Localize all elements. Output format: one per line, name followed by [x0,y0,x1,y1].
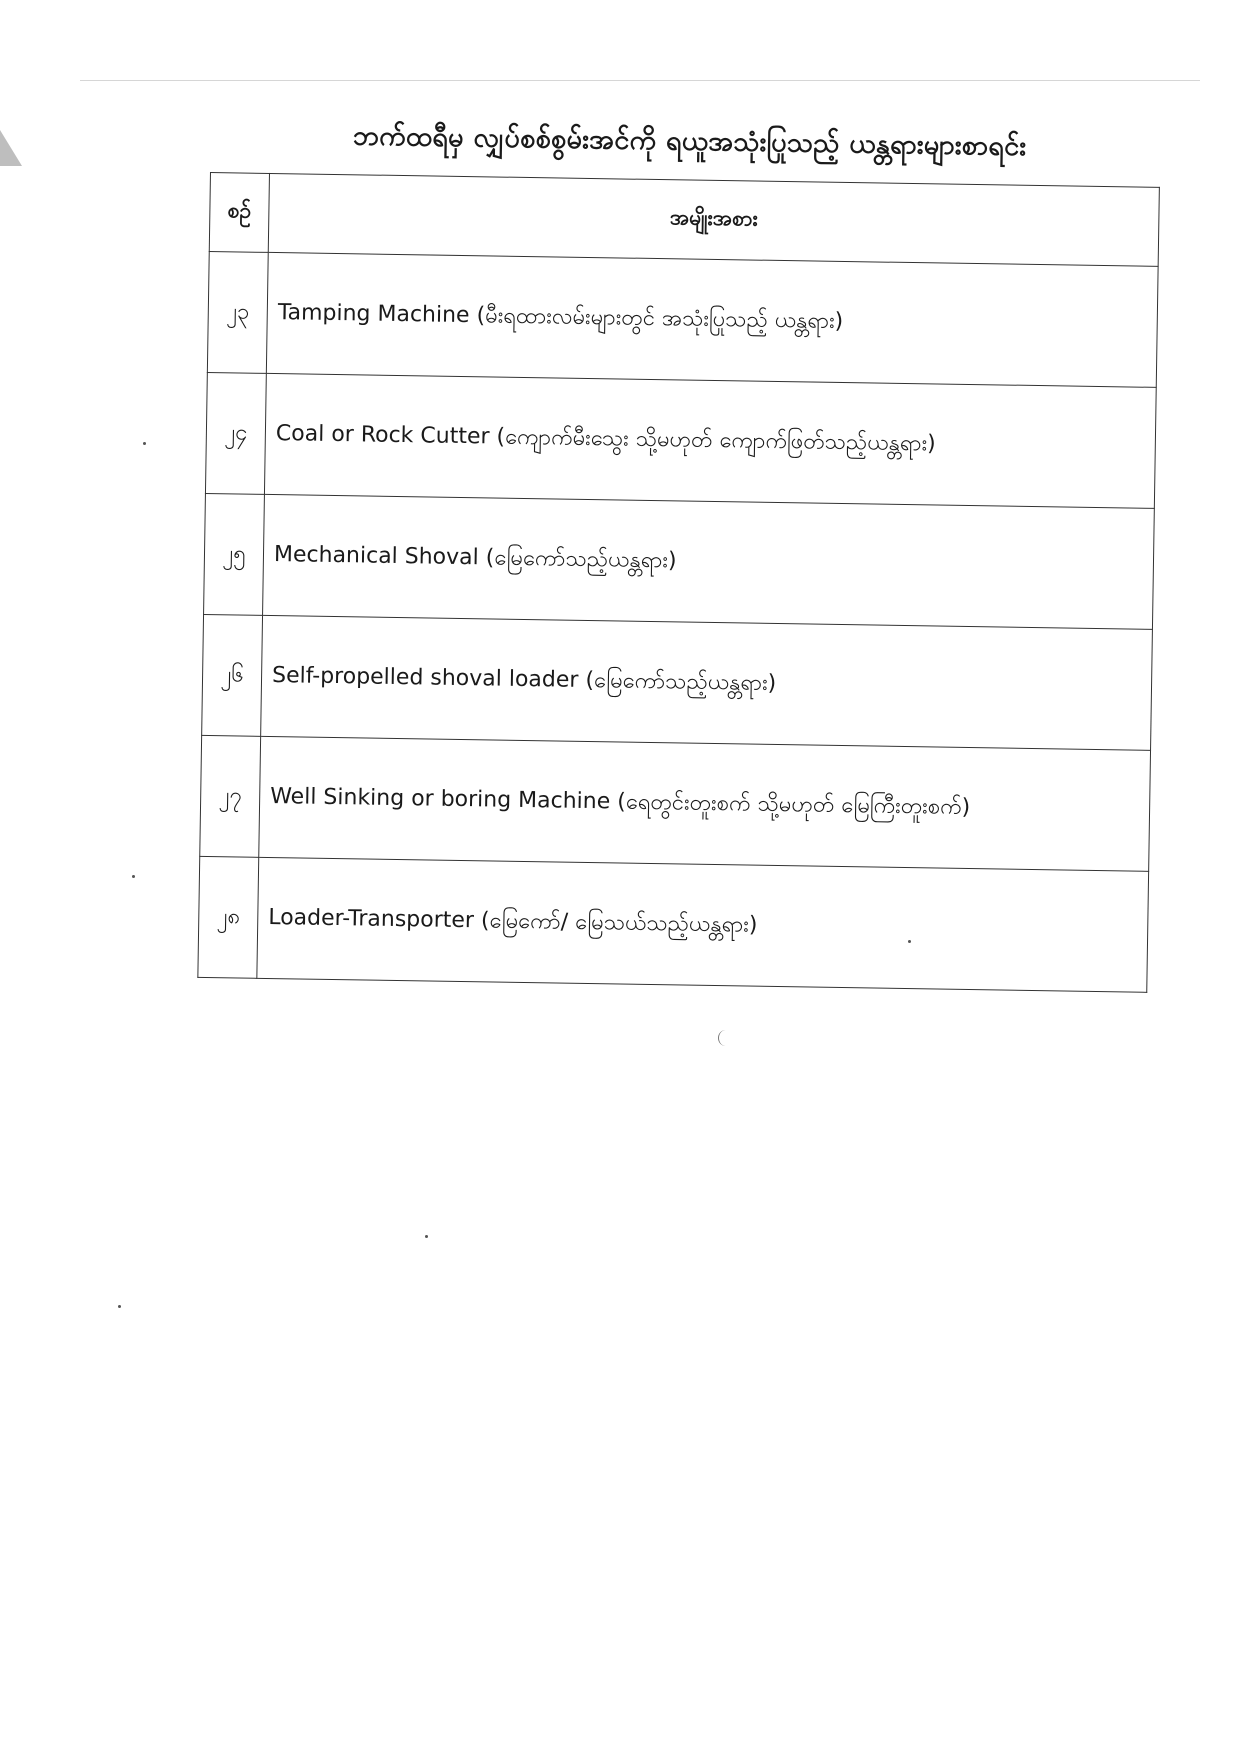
row-number: ၂၃ [207,251,268,373]
table-row [204,493,1155,629]
row-item [263,494,1155,629]
scan-corner-fold [0,130,22,166]
row-item-text: Loader-Transporter (မြေကော်/ မြေသယ်သည့်ယန္တရား) [268,904,758,938]
table-row [205,372,1156,508]
scan-speck [118,1305,121,1308]
table-row [207,251,1158,387]
row-item [259,736,1151,871]
row-item-text: Self-propelled shoval loader (မြေကော်သည့်ယန္တရား) [271,662,777,696]
scan-speck [425,1235,428,1238]
table-row [202,614,1153,750]
row-item-text: Coal or Rock Cutter (ကျောက်မီးသွေး သို့မဟုတ် ကျောက်ဖြတ်သည့်ယန္တရား) [275,420,936,456]
page-title: ဘက်ထရီမှ လျှပ်စစ်စွမ်းအင်ကို ရယူအသုံးပြုသည့် ယန္တရားများစာရင်း [352,120,1027,163]
row-item-text: Mechanical Shoval (မြေကော်သည့်ယန္တရား) [273,541,677,573]
scan-speck-arc [718,1030,733,1046]
scan-speck [908,940,911,943]
header-number: စဉ် [209,173,269,253]
row-number: ၂၅ [204,493,265,615]
row-item-text: Well Sinking or boring Machine (ရေတွင်းတူးစက် သို့မဟုတ် မြေကြီးတူးစက်) [270,783,971,820]
row-item [257,857,1149,992]
row-item [266,252,1158,387]
row-number: ၂၄ [205,372,266,494]
row-number: ၂၇ [200,735,261,857]
table-header-row [209,173,1159,267]
scan-edge-line [80,80,1200,81]
equipment-table [197,172,1160,993]
scan-speck [132,875,135,878]
row-number: ၂၈ [198,856,259,978]
row-number: ၂၆ [202,614,263,736]
row-item [261,615,1153,750]
row-item [264,373,1156,508]
row-item-text: Tamping Machine (မီးရထားလမ်းများတွင် အသုံးပြုသည့် ယန္တရား) [277,299,844,334]
scan-speck [143,442,146,445]
header-type: အမျိုးအစား [268,173,1159,266]
table-row [198,856,1149,992]
table-row [200,735,1151,871]
